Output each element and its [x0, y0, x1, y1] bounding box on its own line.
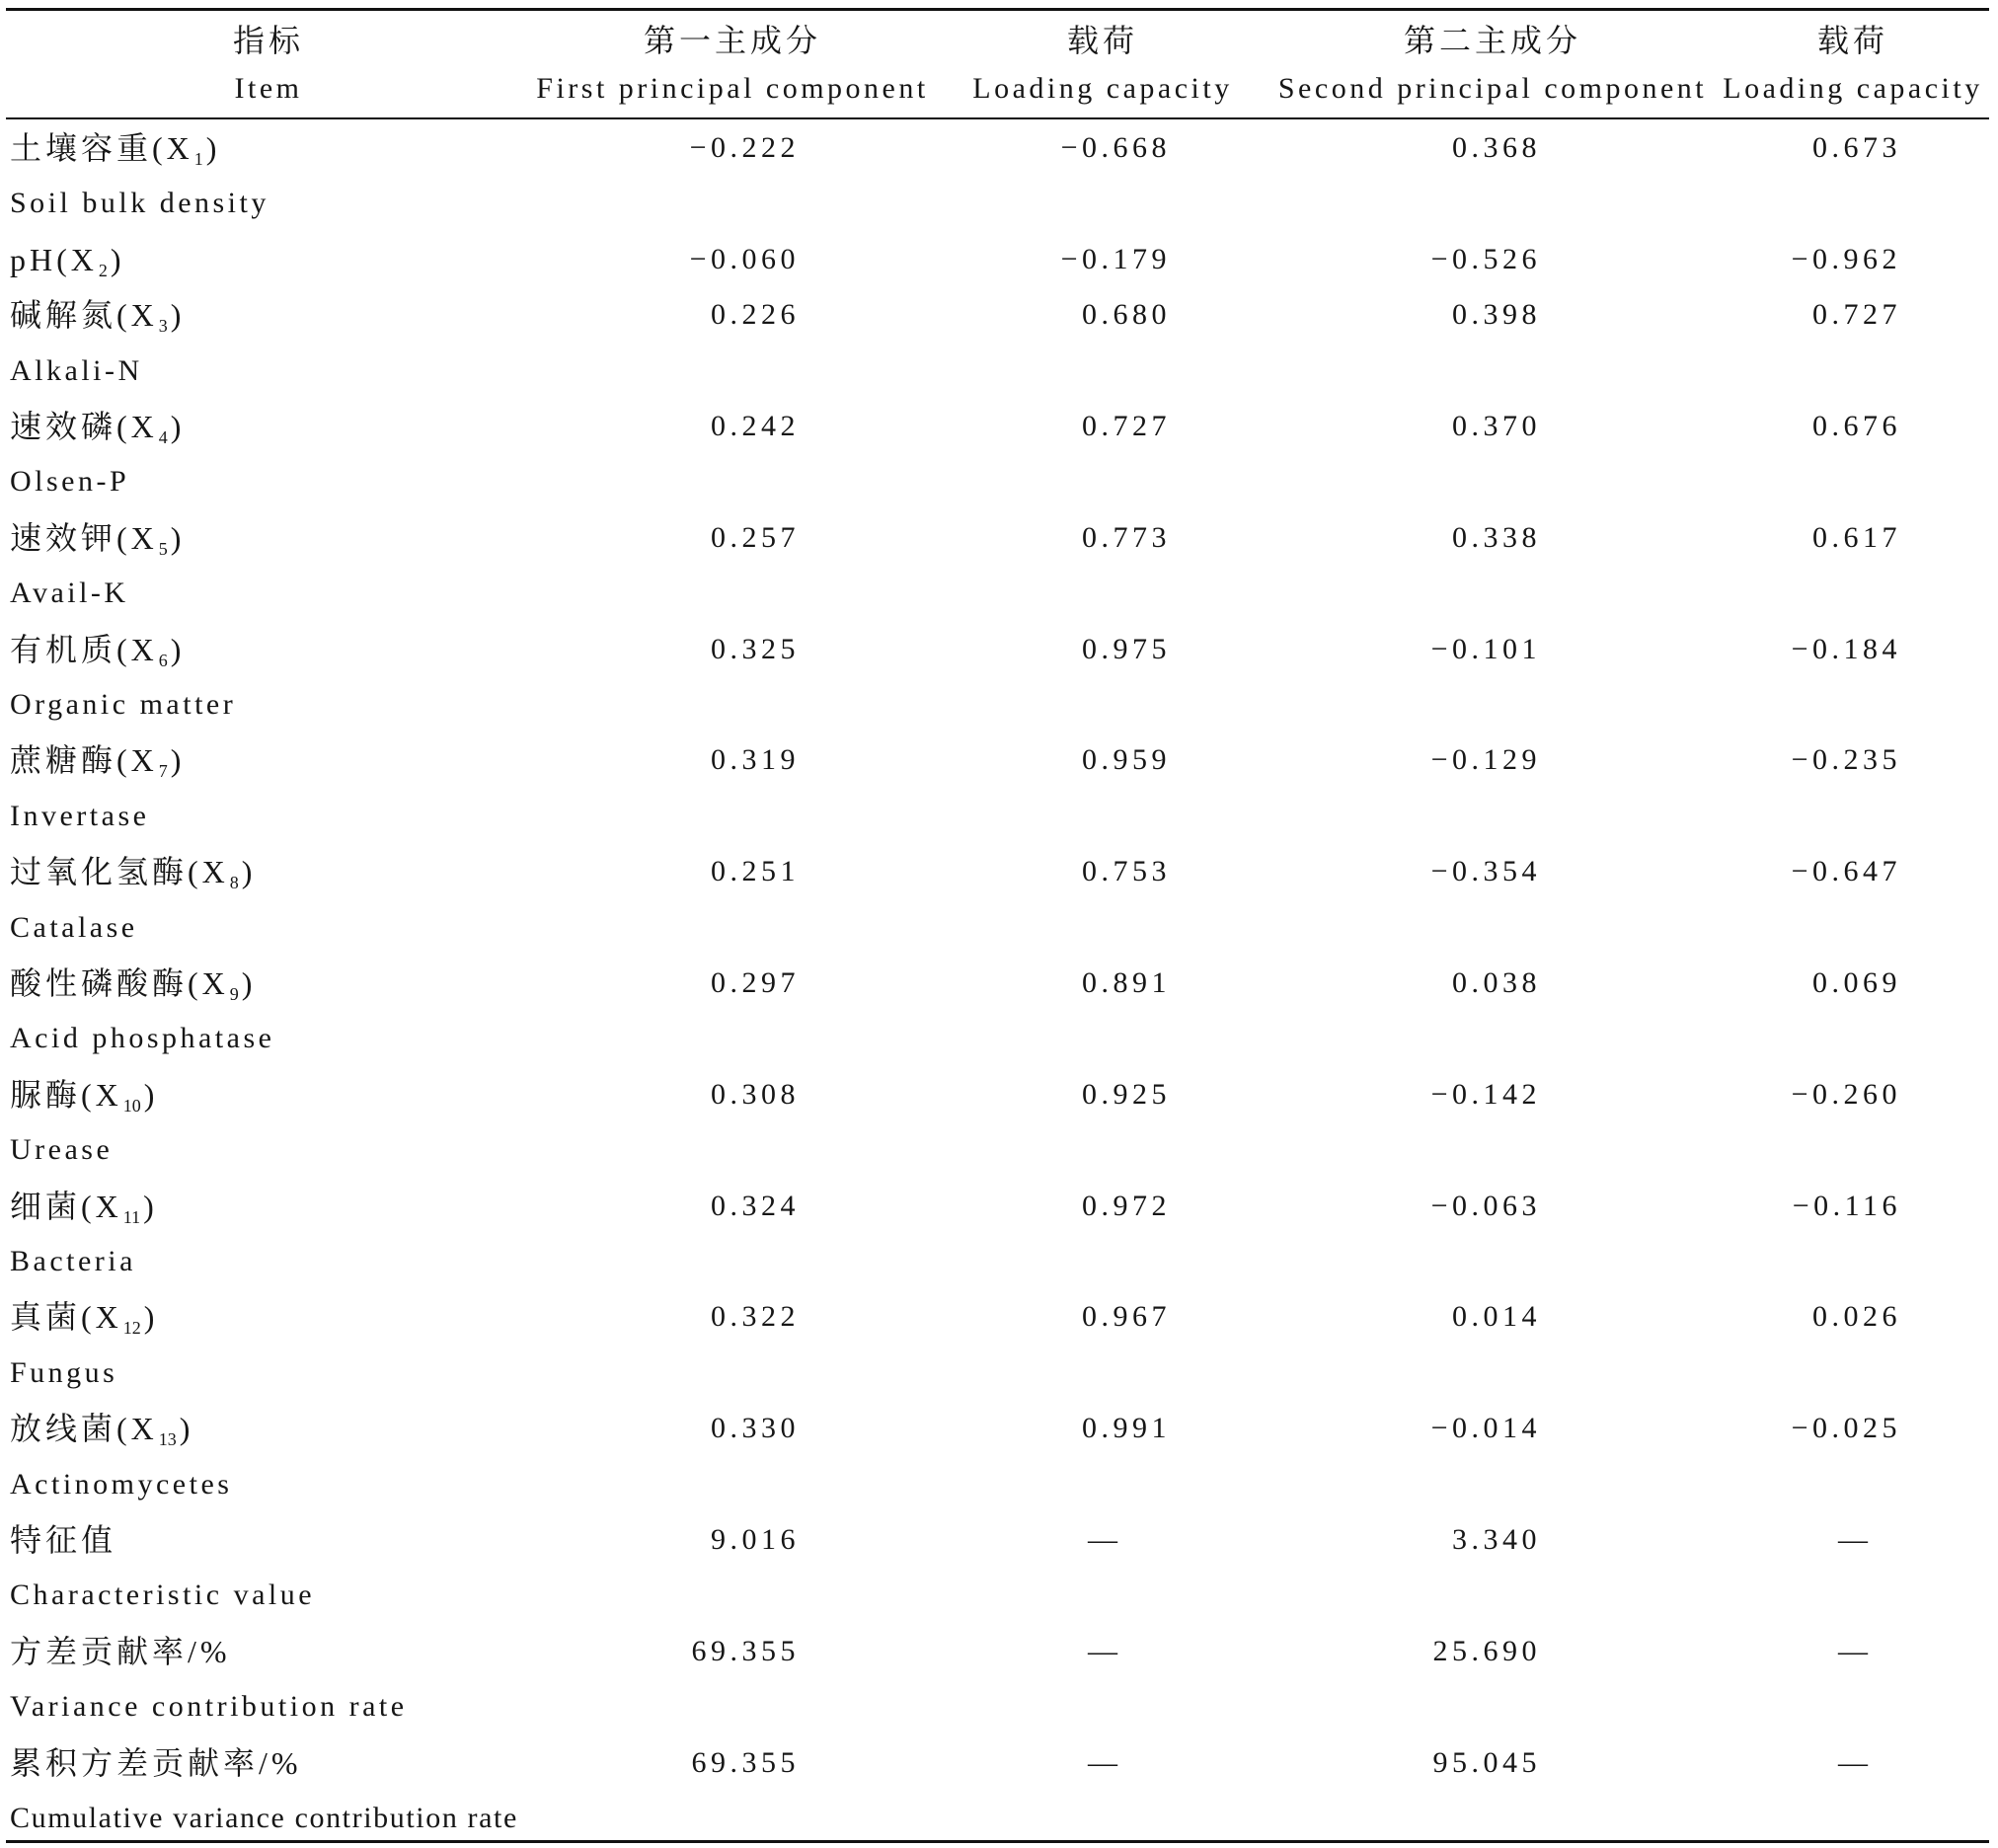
table-row: [0, 518, 1998, 558]
pc2-score-cell: −0.101: [1430, 632, 1541, 665]
table-row: [0, 407, 1998, 446]
top-rule: [6, 8, 1989, 11]
variable-symbol-end: ): [205, 130, 221, 166]
variable-symbol: (X: [188, 854, 229, 890]
table-row-en: [0, 1130, 1998, 1170]
table-row: [0, 852, 1998, 891]
variable-symbol: (X: [188, 965, 229, 1001]
pc2-score-cell: 0.338: [1452, 520, 1541, 554]
pc2-score-cell: 0.370: [1452, 410, 1541, 442]
row-label-en: Variance contribution rate: [10, 1690, 408, 1724]
row-label-cn: [10, 1297, 158, 1337]
table-row: [0, 1520, 1998, 1560]
row-label-cn: [10, 1075, 158, 1115]
pc1-loading-cell: —: [1088, 1745, 1117, 1779]
pc2-loading-cell: 0.617: [1812, 520, 1901, 554]
variable-subscript: 12: [122, 1318, 141, 1339]
row-label-en: Alkali-N: [10, 353, 143, 387]
row-name-cn: 累积方差贡献率/%: [10, 1744, 302, 1781]
pc2-score-cell: 0.038: [1452, 966, 1541, 999]
row-label-en: Urease: [10, 1133, 114, 1167]
row-name-cn: 速效磷: [10, 409, 117, 444]
variable-symbol-end: ): [110, 241, 125, 277]
row-name-cn: 速效钾: [10, 519, 117, 556]
pc1-score-cell: 0.226: [711, 298, 800, 332]
variable-symbol-end: ): [143, 1188, 158, 1224]
pc1-score-cell: 0.319: [711, 743, 800, 777]
variable-symbol-end: ): [170, 631, 186, 667]
row-label-en: Invertase: [10, 799, 150, 832]
pc1-score-cell: 0.330: [711, 1412, 800, 1445]
table-row-en: [0, 908, 1998, 948]
pc1-score-cell: 0.257: [711, 520, 800, 554]
row-label-en: Cumulative variance contribution rate: [10, 1802, 518, 1834]
row-name-cn: 过氧化氢酶: [10, 854, 189, 890]
pc2-score-cell: −0.063: [1430, 1189, 1541, 1222]
row-name-cn: 放线菌: [10, 1411, 117, 1447]
table-row-en: [0, 1242, 1998, 1281]
variable-symbol: (X: [116, 742, 158, 779]
pc2-score-cell: 0.368: [1452, 131, 1541, 164]
header-pc2-cn: 第二主成分: [1403, 23, 1581, 58]
pc1-loading-cell: −0.668: [1060, 131, 1171, 164]
pc1-score-cell: 0.251: [711, 855, 800, 888]
pc2-score-cell: −0.142: [1430, 1077, 1541, 1111]
variable-symbol-end: ): [170, 519, 186, 556]
row-label-en: Actinomycetes: [10, 1467, 233, 1501]
variable-symbol: (X: [81, 1188, 122, 1224]
pc2-loading-cell: —: [1838, 1745, 1868, 1779]
row-name-cn: 脲酶: [10, 1076, 82, 1113]
table-row: [0, 240, 1998, 279]
header-item-cn: 指标: [232, 23, 304, 58]
row-label-en: Organic matter: [10, 688, 237, 721]
table-row: [0, 1743, 1998, 1783]
variable-subscript: 1: [193, 149, 203, 169]
pc1-score-cell: 0.325: [711, 632, 800, 665]
table-row-en: [0, 1019, 1998, 1058]
row-name-cn: pH: [10, 241, 57, 277]
table-row: [0, 1187, 1998, 1226]
row-label-cn: [10, 295, 185, 335]
pc2-score-cell: −0.526: [1430, 242, 1541, 275]
variable-subscript: 4: [158, 427, 168, 447]
pc2-loading-cell: −0.235: [1791, 743, 1901, 777]
header-item-en: Item: [234, 72, 303, 105]
variable-subscript: 5: [158, 538, 168, 559]
row-label-cn: [10, 1743, 302, 1783]
variable-subscript: 10: [122, 1095, 141, 1116]
pc1-score-cell: 69.355: [691, 1634, 800, 1667]
row-label-en: Avail-K: [10, 577, 129, 610]
pc1-loading-cell: 0.925: [1082, 1077, 1171, 1111]
row-name-cn: 真菌: [10, 1299, 82, 1336]
table-row: [0, 963, 1998, 1003]
row-label-en: Catalase: [10, 910, 138, 944]
variable-symbol: (X: [116, 1411, 158, 1447]
row-label-cn: [10, 740, 185, 780]
pc1-loading-cell: —: [1088, 1634, 1117, 1667]
table-row: [0, 1297, 1998, 1337]
header-load2-cn: 载荷: [1816, 23, 1888, 58]
row-label-en: Bacteria: [10, 1245, 136, 1277]
variable-symbol: (X: [56, 241, 98, 277]
pc2-loading-cell: —: [1838, 1523, 1868, 1556]
variable-symbol-end: ): [170, 409, 186, 444]
variable-symbol-end: ): [241, 854, 257, 890]
pc2-score-cell: 25.690: [1432, 1634, 1541, 1667]
pc2-score-cell: −0.129: [1430, 743, 1541, 777]
table-row: [0, 1409, 1998, 1448]
pc2-loading-cell: 0.026: [1812, 1300, 1901, 1334]
variable-symbol-end: ): [179, 1411, 194, 1447]
pc2-score-cell: 0.398: [1452, 298, 1541, 332]
variable-symbol-end: ): [143, 1299, 159, 1336]
table-row: [0, 295, 1998, 335]
pc1-score-cell: −0.222: [689, 131, 800, 164]
pc1-loading-cell: 0.727: [1082, 410, 1171, 442]
table-row-en: [0, 685, 1998, 725]
pc1-loading-cell: 0.680: [1082, 298, 1171, 332]
table-row-en: [0, 797, 1998, 836]
header-load1-en: Loading capacity: [972, 72, 1233, 105]
pc1-score-cell: −0.060: [689, 242, 800, 275]
pc2-loading-cell: 0.673: [1812, 131, 1901, 164]
row-label-cn: [10, 1409, 193, 1448]
row-label-cn: [10, 852, 256, 891]
table-row-en: [0, 1353, 1998, 1393]
variable-subscript: 9: [229, 984, 239, 1004]
row-label-cn: [10, 963, 256, 1003]
row-label-cn: [10, 1520, 116, 1560]
pc2-score-cell: 0.014: [1452, 1300, 1541, 1334]
pc1-score-cell: 9.016: [711, 1523, 800, 1556]
row-label-cn: [10, 630, 185, 669]
pc2-loading-cell: 0.676: [1812, 410, 1901, 442]
table-row-en: [0, 1799, 1998, 1838]
header-pc2-en: Second principal component: [1277, 72, 1708, 105]
row-name-cn: 有机质: [10, 631, 117, 667]
pc2-loading-cell: −0.260: [1791, 1077, 1901, 1111]
variable-symbol-end: ): [241, 965, 257, 1001]
pc1-loading-cell: 0.753: [1082, 855, 1171, 888]
row-name-cn: 方差贡献率/%: [10, 1633, 231, 1669]
pc2-loading-cell: −0.647: [1791, 855, 1901, 888]
pc1-score-cell: 0.324: [711, 1189, 800, 1222]
variable-symbol: (X: [81, 1299, 122, 1336]
pc1-loading-cell: 0.972: [1082, 1189, 1171, 1222]
pc1-loading-cell: 0.891: [1082, 966, 1171, 999]
table-row-en: [0, 1687, 1998, 1727]
header-rule: [6, 117, 1989, 119]
pc2-loading-cell: −0.025: [1791, 1412, 1901, 1445]
variable-subscript: 13: [158, 1429, 177, 1450]
table-row-en: [0, 574, 1998, 613]
pc2-score-cell: −0.354: [1430, 855, 1541, 888]
table-row-en: [0, 184, 1998, 223]
table-row-en: [0, 351, 1998, 391]
pc2-loading-cell: −0.962: [1791, 242, 1901, 275]
pc2-score-cell: 95.045: [1432, 1745, 1541, 1779]
variable-symbol: (X: [116, 519, 158, 556]
pc2-loading-cell: 0.727: [1812, 298, 1901, 332]
variable-subscript: 6: [158, 650, 168, 670]
variable-symbol: (X: [152, 130, 193, 166]
variable-symbol-end: ): [170, 742, 186, 779]
pc1-loading-cell: 0.967: [1082, 1300, 1171, 1334]
bottom-rule: [6, 1840, 1989, 1843]
variable-symbol: (X: [116, 631, 158, 667]
pc1-score-cell: 0.308: [711, 1077, 800, 1111]
row-label-cn: [10, 1187, 158, 1226]
pc2-loading-cell: −0.184: [1791, 632, 1901, 665]
row-label-cn: [10, 518, 185, 558]
pc2-score-cell: −0.014: [1430, 1412, 1541, 1445]
header-pc1-cn: 第一主成分: [643, 23, 821, 58]
row-label-cn: [10, 1632, 231, 1671]
table-row-en: [0, 1465, 1998, 1504]
row-label-en: Fungus: [10, 1355, 118, 1389]
variable-subscript: 11: [122, 1206, 141, 1227]
header-pc1-en: First principal component: [536, 72, 929, 105]
row-name-cn: 酸性磷酸酶: [10, 965, 189, 1001]
table-row: [0, 740, 1998, 780]
table-row: [0, 630, 1998, 669]
row-name-cn: 特征值: [10, 1522, 117, 1558]
row-label-cn: [10, 128, 220, 168]
variable-symbol: (X: [116, 297, 158, 334]
pc2-loading-cell: —: [1838, 1634, 1868, 1667]
row-label-cn: [10, 240, 125, 279]
header-load1-cn: 载荷: [1066, 23, 1138, 58]
pc1-loading-cell: 0.975: [1082, 632, 1171, 665]
pc1-loading-cell: 0.991: [1082, 1412, 1171, 1445]
pc2-score-cell: 3.340: [1452, 1523, 1541, 1556]
row-label-cn: [10, 407, 185, 446]
pc1-loading-cell: 0.773: [1082, 520, 1171, 554]
table-row-en: [0, 1576, 1998, 1615]
table-row: [0, 1075, 1998, 1115]
variable-subscript: 2: [98, 260, 108, 280]
variable-subscript: 3: [158, 316, 168, 337]
pc1-score-cell: 69.355: [691, 1745, 800, 1779]
variable-subscript: 8: [229, 873, 239, 893]
variable-symbol-end: ): [143, 1076, 159, 1113]
table-row: [0, 128, 1998, 168]
row-label-en: Acid phosphatase: [10, 1022, 275, 1055]
row-label-en: Olsen-P: [10, 465, 130, 499]
pc1-score-cell: 0.242: [711, 410, 800, 442]
row-label-en: Characteristic value: [10, 1578, 316, 1612]
variable-subscript: 7: [158, 761, 168, 782]
row-name-cn: 土壤容重: [10, 130, 153, 166]
table-row-en: [0, 462, 1998, 501]
pc1-loading-cell: 0.959: [1082, 743, 1171, 777]
variable-symbol: (X: [116, 409, 158, 444]
pc2-loading-cell: −0.116: [1792, 1189, 1901, 1222]
pc1-loading-cell: —: [1088, 1523, 1117, 1556]
row-name-cn: 蔗糖酶: [10, 742, 117, 779]
row-name-cn: 细菌: [10, 1188, 82, 1224]
variable-symbol-end: ): [170, 297, 186, 334]
pc1-score-cell: 0.297: [711, 966, 800, 999]
pc2-loading-cell: 0.069: [1812, 966, 1901, 999]
row-label-en: Soil bulk density: [10, 187, 269, 220]
table-row: [0, 1632, 1998, 1671]
row-name-cn: 碱解氮: [10, 297, 117, 334]
pc1-score-cell: 0.322: [711, 1300, 800, 1334]
pc1-loading-cell: −0.179: [1060, 242, 1171, 275]
variable-symbol: (X: [81, 1076, 122, 1113]
header-load2-en: Loading capacity: [1723, 72, 1983, 105]
